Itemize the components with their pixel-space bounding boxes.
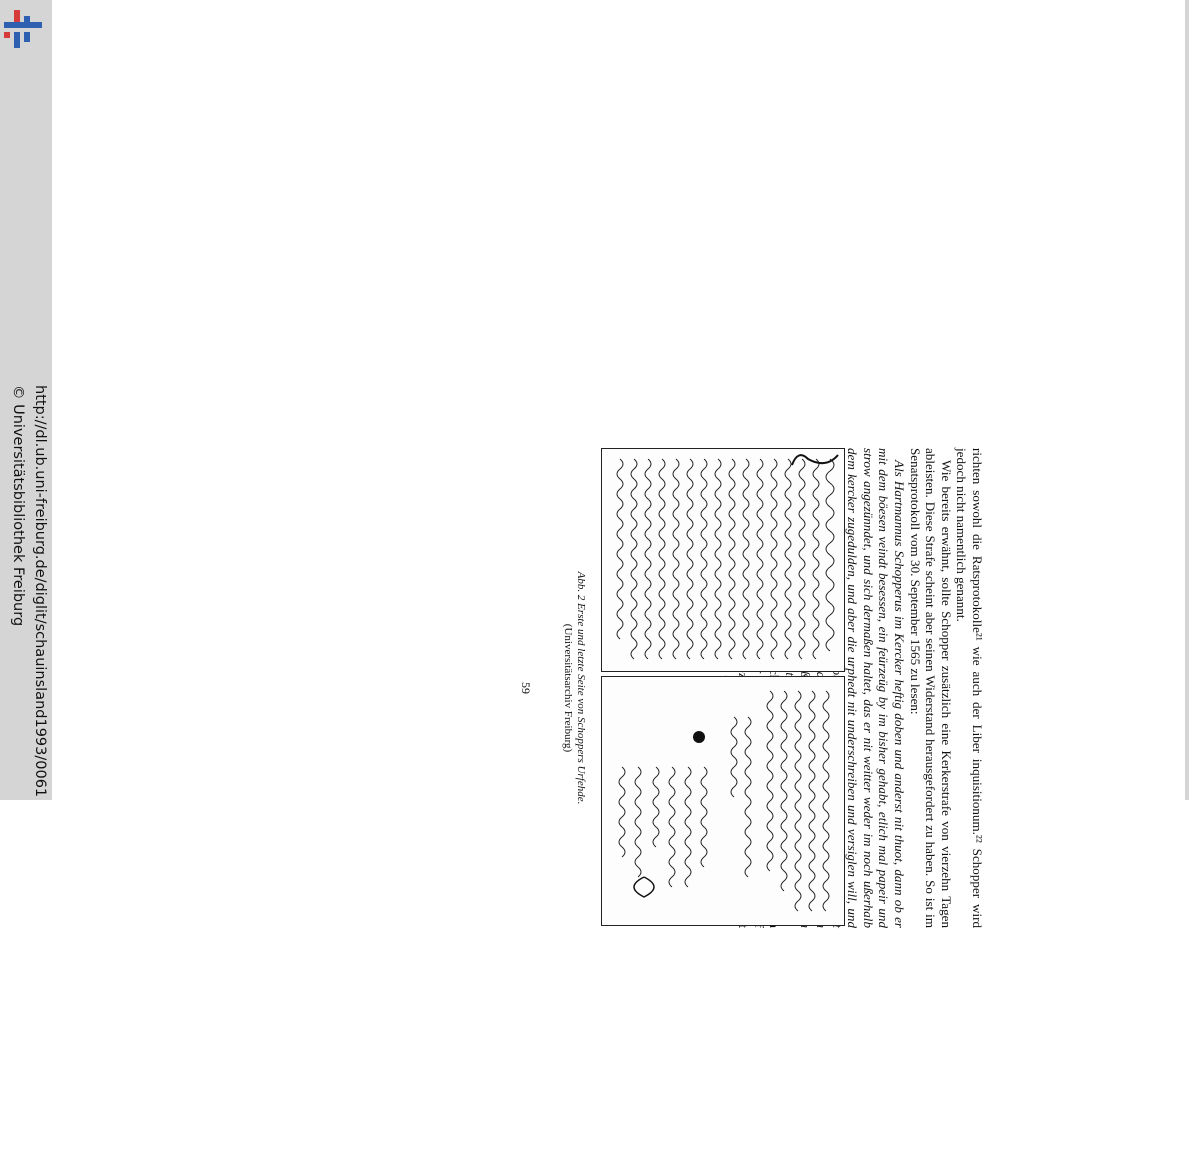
manuscript-first-page [601,448,845,672]
paragraph-1: richten sowohl die Ratsprotokolle²¹ wie auch der Liber inquisitionum.²² Schopper wird jedoch nicht namentlich genannt. [954,448,985,928]
banner-url: http://dl.ub.uni-freiburg.de/diglit/schauinsland1993/0061 [32,385,48,798]
caption-line-2: (Universitätsarchiv Freiburg) [562,623,574,753]
figure [519,448,845,928]
caption-line-1: Abb. 2 Erste und letzte Seite von Schoppers Urfehde. [575,571,587,805]
handwriting-image [602,449,844,671]
university-logo-icon [2,8,44,50]
scanned-page [465,448,985,1168]
left-banner [0,0,52,800]
banner-copyright: © Universitätsbibliothek Freiburg [10,385,26,627]
banner-caption [7,385,51,798]
page-number: 59 [519,682,533,694]
figure-caption [561,448,587,928]
manuscript-last-page [601,676,845,926]
handwriting-image [602,677,844,925]
paragraph-3: Als Hartmannus Schopperus im Kercker heftig doben und anderst nit thuot, dann ob er mit dem böesen veindt besessen, ein feürzeüg by im bisher gehabt, etlich mal papeir und strow angezünndet, und sich dermaßen haltet, das er nit weitter weder im noch ußerhalb dem kercker zugedulden, und aber die urphedt nit underschreiben und versiglen will, und deßen [798,448,908,928]
paragraph-2: Wie bereits erwähnt, sollte Schopper zusätzlich eine Kerkerstrafe von vierzehn Tagen ableisten. Diese Strafe scheint aber seinen Widerstand herausgefordert zu haben. So ist im Senatsprotokoll vom 30. September 1565 zu lesen: [907,448,954,928]
right-edge [1185,0,1189,800]
